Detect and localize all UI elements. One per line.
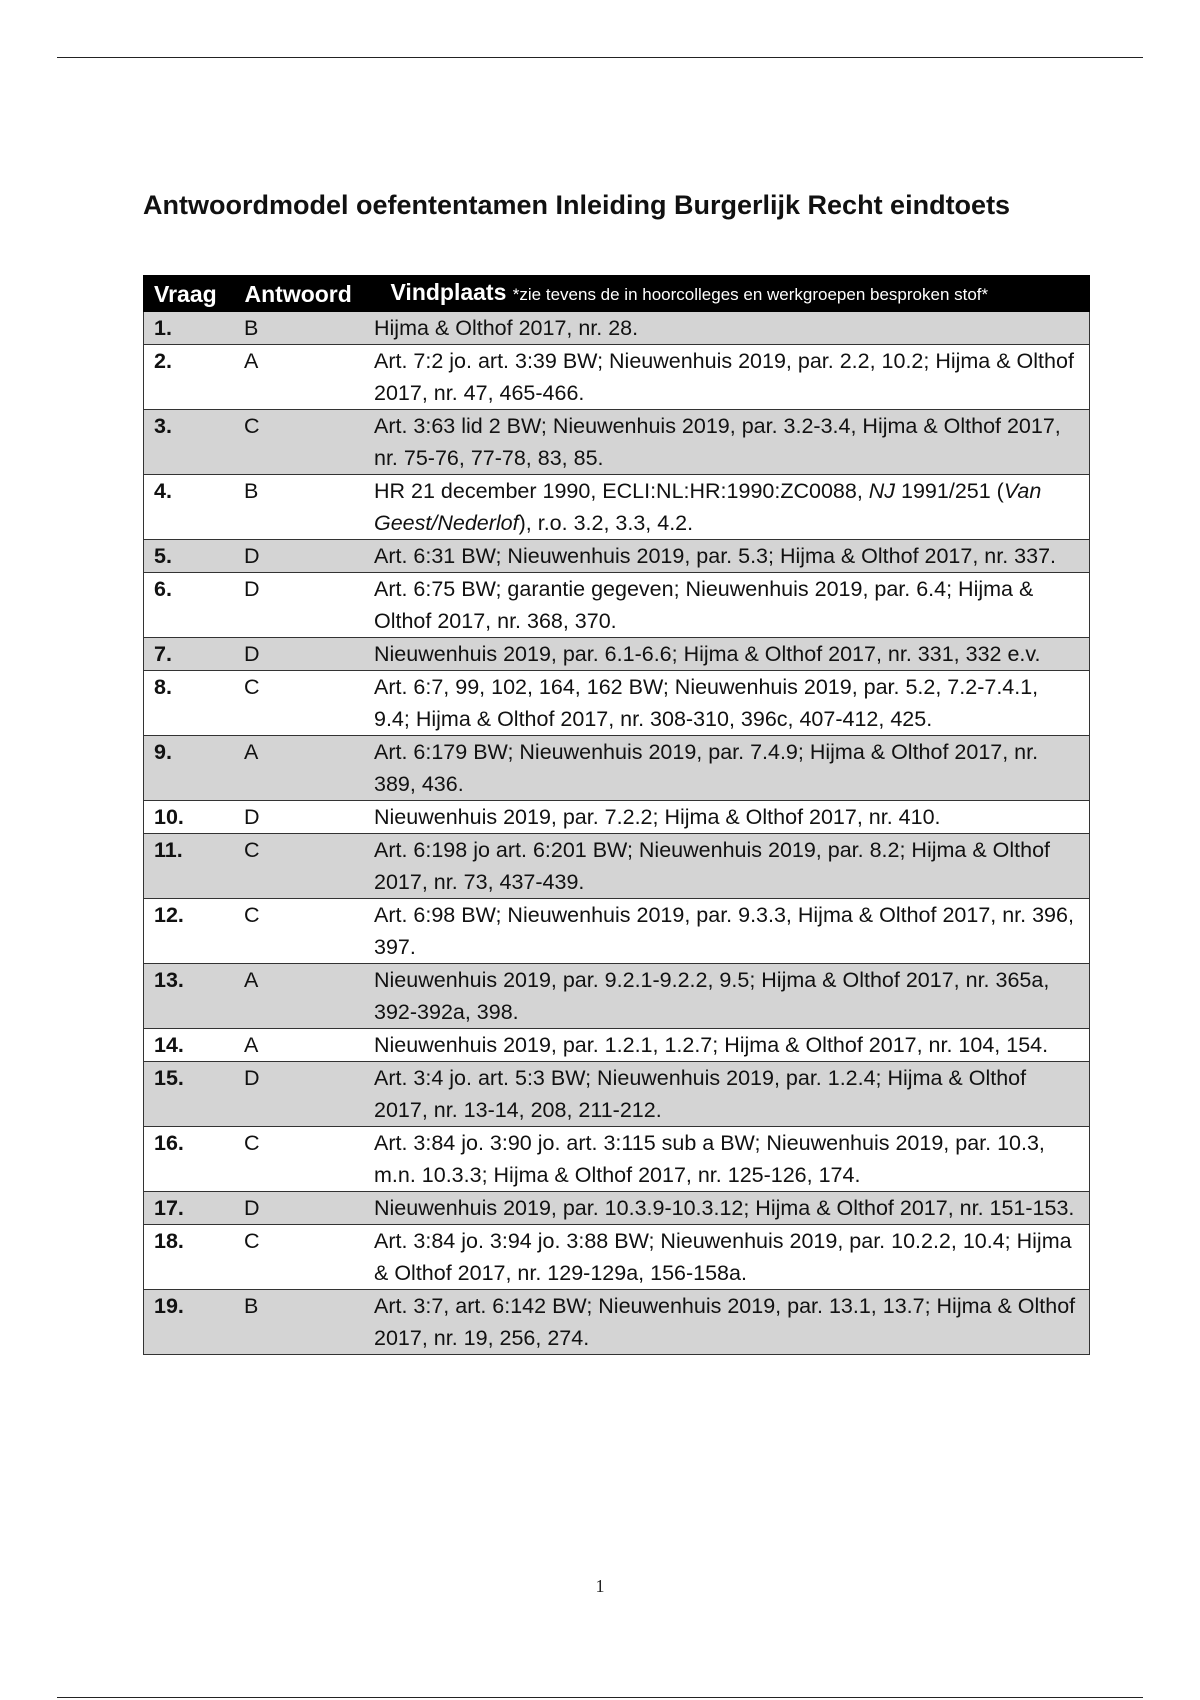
question-number: 12. (144, 899, 235, 964)
table-row (144, 1290, 1090, 1355)
header-source-label: Vindplaats (390, 279, 507, 305)
source-reference (374, 1225, 1090, 1290)
table-row (144, 573, 1090, 638)
question-number: 16. (144, 1127, 235, 1192)
source-reference (374, 475, 1090, 540)
question-number: 14. (144, 1029, 235, 1062)
source-reference (374, 573, 1090, 638)
source-reference (374, 671, 1090, 736)
source-segment: HR 21 december 1990, ECLI:NL:HR:1990:ZC0088, (374, 479, 869, 503)
source-reference (374, 1127, 1090, 1192)
source-segment: Art. 6:31 BW; Nieuwenhuis 2019, par. 5.3; Hijma & Olthof 2017, nr. 337. (374, 544, 1057, 568)
source-segment: Nieuwenhuis 2019, par. 6.1-6.6; Hijma & Olthof 2017, nr. 331, 332 e.v. (374, 642, 1041, 666)
source-reference (374, 312, 1090, 345)
source-segment: Art. 3:4 jo. art. 5:3 BW; Nieuwenhuis 2019, par. 1.2.4; Hijma & Olthof 2017, nr. 13-14, 208, 211-212. (374, 1066, 1027, 1122)
answer-letter: D (234, 638, 374, 671)
source-segment: ), r.o. 3.2, 3.3, 4.2. (518, 511, 694, 535)
source-reference (374, 964, 1090, 1029)
source-italic-segment: Van Geest/Nederlof (374, 479, 1042, 535)
source-segment: Nieuwenhuis 2019, par. 9.2.1-9.2.2, 9.5; Hijma & Olthof 2017, nr. 365a, 392-392a, 398. (374, 968, 1050, 1024)
question-number: 6. (144, 573, 235, 638)
table-row (144, 410, 1090, 475)
answer-letter: D (234, 573, 374, 638)
answer-letter: D (234, 1062, 374, 1127)
question-number: 7. (144, 638, 235, 671)
question-number: 15. (144, 1062, 235, 1127)
question-number: 18. (144, 1225, 235, 1290)
question-number: 11. (144, 834, 235, 899)
table-row (144, 1127, 1090, 1192)
source-segment: Art. 7:2 jo. art. 3:39 BW; Nieuwenhuis 2019, par. 2.2, 10.2; Hijma & Olthof 2017, nr. 47, 465-466. (374, 349, 1074, 405)
answer-letter: D (234, 801, 374, 834)
source-segment: Art. 6:179 BW; Nieuwenhuis 2019, par. 7.4.9; Hijma & Olthof 2017, nr. 389, 436. (374, 740, 1039, 796)
answer-letter: A (234, 345, 374, 410)
question-number: 2. (144, 345, 235, 410)
table-row (144, 475, 1090, 540)
table-row (144, 671, 1090, 736)
table-row (144, 834, 1090, 899)
question-number: 13. (144, 964, 235, 1029)
source-reference (374, 1062, 1090, 1127)
source-segment: Nieuwenhuis 2019, par. 7.2.2; Hijma & Olthof 2017, nr. 410. (374, 805, 941, 829)
source-reference (374, 736, 1090, 801)
table-row (144, 801, 1090, 834)
table-header-row (144, 276, 1090, 312)
answer-letter: D (234, 1192, 374, 1225)
source-reference (374, 899, 1090, 964)
table-row (144, 312, 1090, 345)
source-segment: Art. 3:84 jo. 3:90 jo. art. 3:115 sub a BW; Nieuwenhuis 2019, par. 10.3, m.n. 10.3.3; Hijma & Olthof 2017, nr. 125-126, 174. (374, 1131, 1045, 1187)
answer-letter: C (234, 834, 374, 899)
source-reference (374, 1290, 1090, 1355)
answer-letter: D (234, 540, 374, 573)
question-number: 9. (144, 736, 235, 801)
document-title: Antwoordmodel oefententamen Inleiding Burgerlijk Recht eindtoets (143, 190, 1011, 220)
table-row (144, 345, 1090, 410)
question-number: 1. (144, 312, 235, 345)
source-reference (374, 1192, 1090, 1225)
answer-letter: B (234, 1290, 374, 1355)
source-segment: Art. 6:75 BW; garantie gegeven; Nieuwenhuis 2019, par. 6.4; Hijma & Olthof 2017, nr. 368, 370. (374, 577, 1034, 633)
header-source (374, 276, 1090, 312)
table-row (144, 1029, 1090, 1062)
page-number: 1 (595, 1576, 605, 1596)
answer-letter: C (234, 1225, 374, 1290)
question-number: 17. (144, 1192, 235, 1225)
question-number: 10. (144, 801, 235, 834)
source-segment: Nieuwenhuis 2019, par. 1.2.1, 1.2.7; Hijma & Olthof 2017, nr. 104, 154. (374, 1033, 1049, 1057)
answer-letter: A (234, 736, 374, 801)
table-row (144, 964, 1090, 1029)
question-number: 3. (144, 410, 235, 475)
answer-letter: B (234, 312, 374, 345)
answer-letter: C (234, 671, 374, 736)
source-reference (374, 801, 1090, 834)
source-segment: Art. 3:84 jo. 3:94 jo. 3:88 BW; Nieuwenhuis 2019, par. 10.2.2, 10.4; Hijma & Olthof 2017, nr. 129-129a, 156-158a. (374, 1229, 1072, 1285)
source-reference (374, 638, 1090, 671)
source-segment: Art. 6:198 jo art. 6:201 BW; Nieuwenhuis 2019, par. 8.2; Hijma & Olthof 2017, nr. 73, 437-439. (374, 838, 1051, 894)
header-source-note: *zie tevens de in hoorcolleges en werkgroepen besproken stof* (512, 285, 989, 304)
table-row (144, 899, 1090, 964)
source-segment: Nieuwenhuis 2019, par. 10.3.9-10.3.12; Hijma & Olthof 2017, nr. 151-153. (374, 1196, 1075, 1220)
table-row (144, 1192, 1090, 1225)
source-segment: 1991/251 ( (895, 479, 1004, 503)
answer-letter: C (234, 1127, 374, 1192)
answer-letter: A (234, 1029, 374, 1062)
answer-letter: A (234, 964, 374, 1029)
source-segment: Art. 3:63 lid 2 BW; Nieuwenhuis 2019, par. 3.2-3.4, Hijma & Olthof 2017, nr. 75-76, 77-78, 83, 85. (374, 414, 1061, 470)
answer-letter: B (234, 475, 374, 540)
header-answer: Antwoord (234, 276, 374, 312)
source-segment: Art. 6:98 BW; Nieuwenhuis 2019, par. 9.3.3, Hijma & Olthof 2017, nr. 396, 397. (374, 903, 1074, 959)
answer-table (143, 275, 1090, 1355)
table-row (144, 1225, 1090, 1290)
table-row (144, 540, 1090, 573)
question-number: 8. (144, 671, 235, 736)
source-reference (374, 540, 1090, 573)
source-reference (374, 834, 1090, 899)
source-segment: Art. 3:7, art. 6:142 BW; Nieuwenhuis 2019, par. 13.1, 13.7; Hijma & Olthof 2017, nr. 19, 256, 274. (374, 1294, 1076, 1350)
source-italic-segment: NJ (868, 479, 896, 503)
answer-letter: C (234, 410, 374, 475)
table-row (144, 736, 1090, 801)
table-body (144, 312, 1090, 1355)
footer-rule (57, 1697, 1143, 1698)
source-reference (374, 410, 1090, 475)
question-number: 5. (144, 540, 235, 573)
source-reference (374, 1029, 1090, 1062)
source-segment: Art. 6:7, 99, 102, 164, 162 BW; Nieuwenhuis 2019, par. 5.2, 7.2-7.4.1, 9.4; Hijma & Olthof 2017, nr. 308-310, 396c, 407-412, 425. (374, 675, 1039, 731)
source-segment: Hijma & Olthof 2017, nr. 28. (374, 316, 639, 340)
header-rule (57, 57, 1143, 58)
question-number: 4. (144, 475, 235, 540)
question-number: 19. (144, 1290, 235, 1355)
source-reference (374, 345, 1090, 410)
answer-letter: C (234, 899, 374, 964)
table-row (144, 1062, 1090, 1127)
table-row (144, 638, 1090, 671)
header-question: Vraag (144, 276, 235, 312)
